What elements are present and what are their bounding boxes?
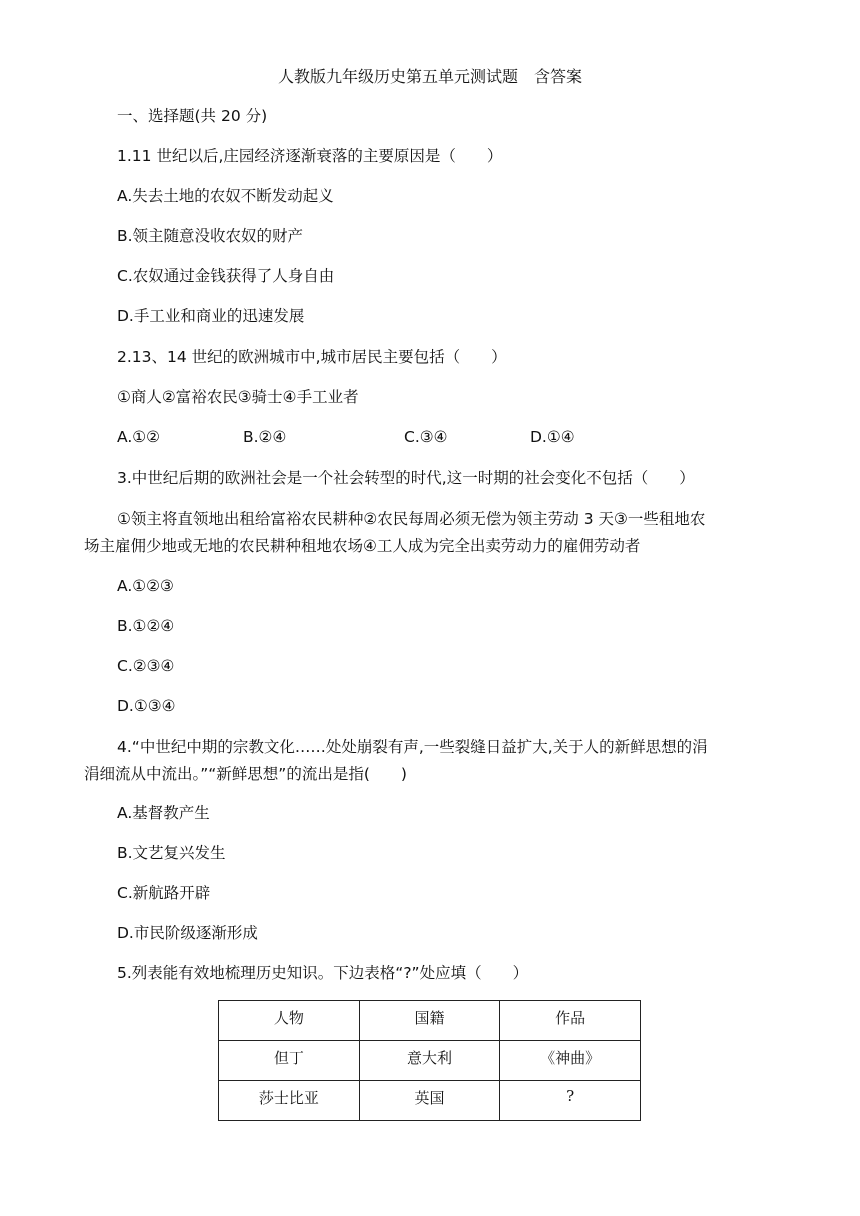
document-title: 人教版九年级历史第五单元测试题 含答案 <box>277 67 582 86</box>
question-2-option-c: C.③④ <box>404 428 448 446</box>
table-cell: 但丁 <box>219 1041 360 1081</box>
table-cell: 意大利 <box>359 1041 500 1081</box>
table-row <box>219 1081 641 1121</box>
table-cell: 《神曲》 <box>500 1041 641 1081</box>
question-4-option-d: D.市民阶级逐渐形成 <box>117 924 258 942</box>
question-2-option-a: A.①② <box>117 428 161 446</box>
question-5-table <box>218 1000 641 1121</box>
question-3-option-c: C.②③④ <box>117 657 175 675</box>
question-4-option-a: A.基督教产生 <box>117 804 210 822</box>
question-2-stem: 2.13、14 世纪的欧洲城市中,城市居民主要包括（ ） <box>117 348 507 366</box>
question-3-option-b: B.①②④ <box>117 617 175 635</box>
table-header-row <box>219 1001 641 1041</box>
table-cell: 英国 <box>359 1081 500 1121</box>
question-3-stem: 3.中世纪后期的欧洲社会是一个社会转型的时代,这一时期的社会变化不包括（ ） <box>117 469 695 487</box>
question-2-items: ①商人②富裕农民③骑士④手工业者 <box>117 388 359 406</box>
table-header-work: 作品 <box>500 1001 641 1041</box>
question-3-items-line-1: ①领主将直领地出租给富裕农民耕种②农民每周必须无偿为领主劳动 3 天③一些租地农 <box>117 510 706 528</box>
question-2-option-d: D.①④ <box>530 428 575 446</box>
question-1-option-d: D.手工业和商业的迅速发展 <box>117 307 305 325</box>
question-4-stem-line-1: 4.“中世纪中期的宗教文化……处处崩裂有声,一些裂缝日益扩大,关于人的新鲜思想的涓 <box>117 738 708 756</box>
section-heading: 一、选择题(共 20 分) <box>117 107 268 125</box>
question-3-option-a: A.①②③ <box>117 577 174 595</box>
table-header-person: 人物 <box>219 1001 360 1041</box>
question-1-option-c: C.农奴通过金钱获得了人身自由 <box>117 267 335 285</box>
question-2-option-b: B.②④ <box>243 428 287 446</box>
table-cell: 莎士比亚 <box>219 1081 360 1121</box>
table-header-nationality: 国籍 <box>359 1001 500 1041</box>
table-row <box>219 1041 641 1081</box>
question-4-stem-line-2: 涓细流从中流出。”“新鲜思想”的流出是指( ) <box>84 765 407 783</box>
question-2-options <box>117 426 717 448</box>
question-3-option-d: D.①③④ <box>117 697 176 715</box>
question-5-stem: 5.列表能有效地梳理历史知识。下边表格“?”处应填（ ） <box>117 964 529 982</box>
question-1-stem: 1.11 世纪以后,庄园经济逐渐衰落的主要原因是（ ） <box>117 147 503 165</box>
question-1-option-b: B.领主随意没收农奴的财产 <box>117 227 304 245</box>
table-cell: ? <box>500 1081 641 1121</box>
question-4-option-c: C.新航路开辟 <box>117 884 211 902</box>
question-1-option-a: A.失去土地的农奴不断发动起义 <box>117 187 334 205</box>
question-3-items-line-2: 场主雇佣少地或无地的农民耕种租地农场④工人成为完全出卖劳动力的雇佣劳动者 <box>84 537 641 555</box>
question-4-option-b: B.文艺复兴发生 <box>117 844 226 862</box>
